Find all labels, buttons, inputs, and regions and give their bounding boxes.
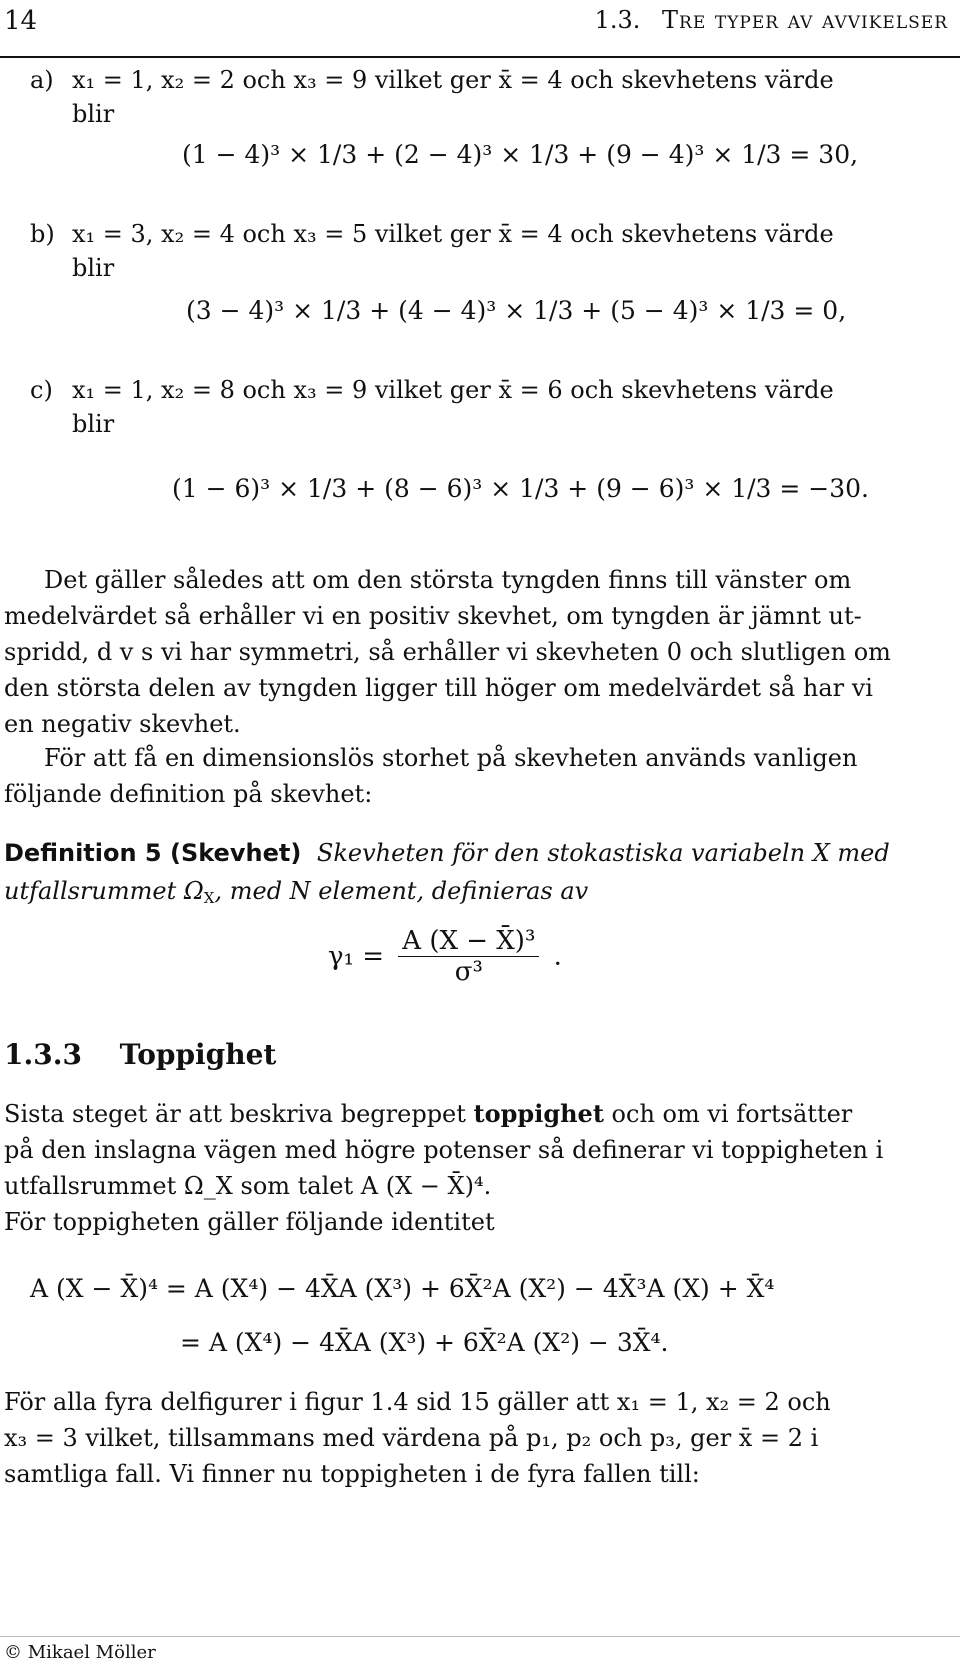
definition-heading: Definition 5 (Skevhet) <box>4 839 302 867</box>
definition-text-2-rest: , med N element, definieras av <box>214 877 589 905</box>
example-b-text: x₁ = 3, x₂ = 4 och x₃ = 5 vilket ger x̄ = 4 och skevhetens värde <box>72 220 834 248</box>
example-c-label: c) <box>30 376 53 404</box>
paragraph-line: en negativ skevhet. <box>4 710 241 738</box>
definition-block <box>4 834 954 917</box>
paragraph-line: spridd, d v s vi har symmetri, så erhåller vi skevheten 0 och slutligen om <box>4 638 891 666</box>
paragraph-line: medelvärdet så erhåller vi en positiv skevhet, om tyngden är jämnt ut- <box>4 602 862 630</box>
paragraph-line: För toppigheten gäller följande identitet <box>4 1208 495 1236</box>
term-toppighet: toppighet <box>473 1099 604 1128</box>
identity-line-1: A (X − X̄)⁴ = A (X⁴) − 4X̄A (X³) + 6X̄²A (X²) − 4X̄³A (X) + X̄⁴ <box>30 1274 775 1303</box>
section-number: 1.3.3 <box>4 1038 82 1071</box>
definition-text-1: Skevheten för den stokastiska variabeln X med <box>316 839 890 867</box>
header-rule <box>0 56 960 58</box>
formula-denominator: σ³ <box>454 957 483 987</box>
paragraph-line: För att få en dimensionslös storhet på skevheten används vanligen <box>44 744 858 772</box>
formula-end: . <box>553 941 562 972</box>
paragraph-line: Det gäller således att om den största tyngden finns till vänster om <box>44 566 852 594</box>
page-number: 14 <box>4 6 38 36</box>
example-c-cont: blir <box>72 410 115 438</box>
paragraph-line: För alla fyra delfigurer i figur 1.4 sid 15 gäller att x₁ = 1, x₂ = 2 och <box>4 1388 831 1416</box>
running-section-number: 1.3. <box>594 6 641 34</box>
example-b-label: b) <box>30 220 55 248</box>
paragraph-kurtosis-intro <box>4 1096 954 1240</box>
example-c-equation: (1 − 6)³ × 1/3 + (8 − 6)³ × 1/3 + (9 − 6)³ × 1/3 = −30. <box>172 474 869 503</box>
paragraph-line-part: och om vi fortsätter <box>611 1100 853 1128</box>
paragraph-line: den största delen av tyngden ligger till höger om medelvärdet så har vi <box>4 674 873 702</box>
footer-rule <box>0 1636 960 1637</box>
example-a-cont: blir <box>72 100 115 128</box>
running-section-title: Tre typer av avvikelser <box>662 6 948 34</box>
section-heading <box>4 1038 276 1071</box>
paragraph-line: följande definition på skevhet: <box>4 780 373 808</box>
section-title: Toppighet <box>119 1038 277 1071</box>
paragraph-line: x₃ = 3 vilket, tillsammans med värdena på p₁, p₂ och p₃, ger x̄ = 2 i <box>4 1424 819 1452</box>
formula-fraction <box>398 926 539 987</box>
example-a-text: x₁ = 1, x₂ = 2 och x₃ = 9 vilket ger x̄ = 4 och skevhetens värde <box>72 66 834 94</box>
example-c-text: x₁ = 1, x₂ = 8 och x₃ = 9 vilket ger x̄ = 6 och skevhetens värde <box>72 376 834 404</box>
paragraph-figure-cases <box>4 1384 954 1492</box>
definition-text-2-sub: X <box>203 889 215 907</box>
identity-line-2: = A (X⁴) − 4X̄A (X³) + 6X̄²A (X²) − 3X̄⁴. <box>180 1328 669 1357</box>
example-a-equation: (1 − 4)³ × 1/3 + (2 − 4)³ × 1/3 + (9 − 4)³ × 1/3 = 30, <box>182 140 859 169</box>
paragraph-dimensionless <box>4 740 954 812</box>
formula-lhs: γ₁ = <box>328 941 385 972</box>
running-header <box>595 6 948 34</box>
paragraph-line-part: Sista steget är att beskriva begreppet <box>4 1100 466 1128</box>
paragraph-skewness-interpretation <box>4 562 954 742</box>
definition-text-2: utfallsrummet Ω <box>4 877 204 905</box>
example-b-equation: (3 − 4)³ × 1/3 + (4 − 4)³ × 1/3 + (5 − 4)³ × 1/3 = 0, <box>186 296 847 325</box>
paragraph-line: utfallsrummet Ω_X som talet A (X − X̄)⁴. <box>4 1172 492 1200</box>
example-a-label: a) <box>30 66 54 94</box>
formula-numerator: A (X − X̄)³ <box>398 926 539 957</box>
example-b-cont: blir <box>72 254 115 282</box>
definition-formula <box>328 926 562 987</box>
footer-copyright: © Mikael Möller <box>4 1642 156 1663</box>
paragraph-line: på den inslagna vägen med högre potenser så definerar vi toppigheten i <box>4 1136 884 1164</box>
paragraph-line: samtliga fall. Vi finner nu toppigheten i de fyra fallen till: <box>4 1460 700 1488</box>
